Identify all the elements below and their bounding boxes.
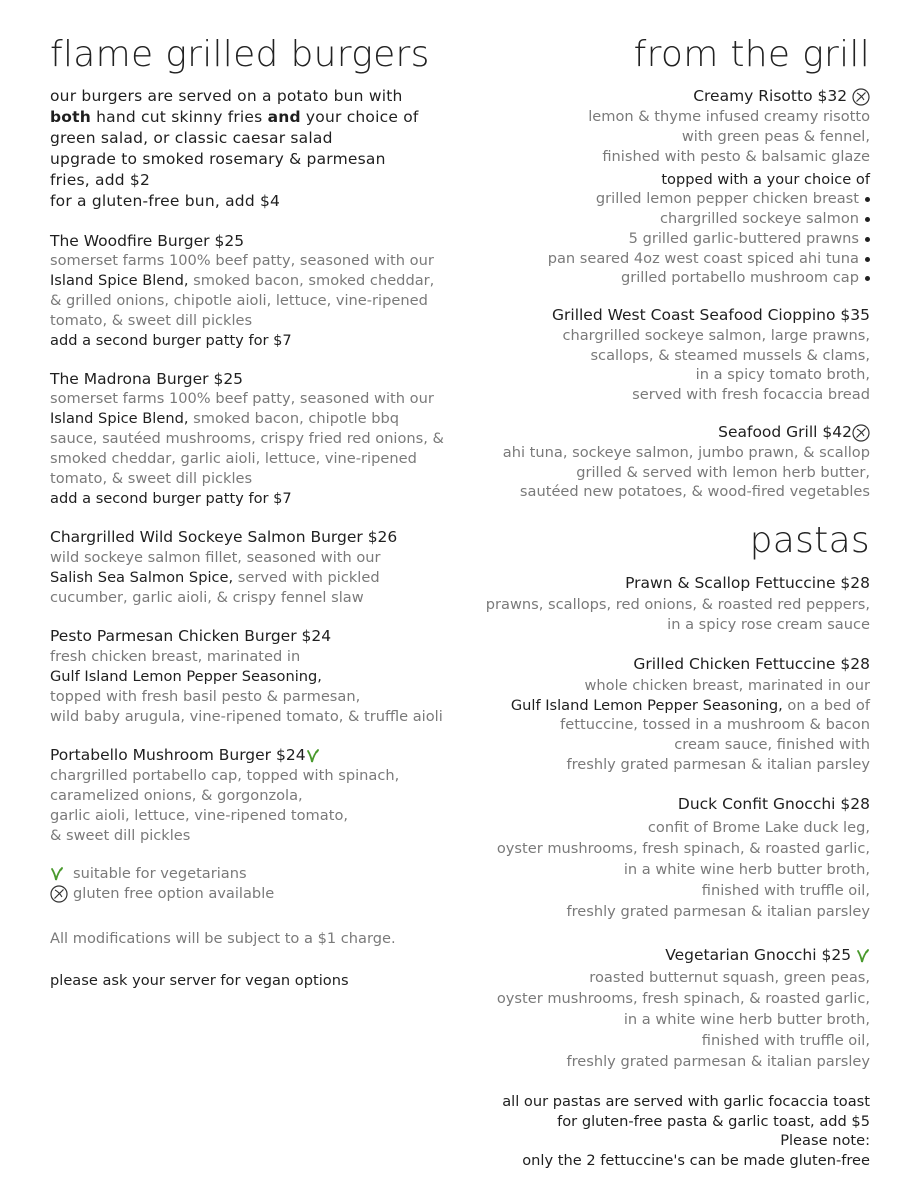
menu-item-title: Duck Confit Gnocchi $28: [677, 795, 870, 813]
menu-item-title: Chargrilled Wild Sockeye Salmon Burger $26: [50, 528, 398, 546]
legend-gluten-free: gluten free option available: [50, 884, 274, 904]
menu-item-description: freshly grated parmesan & italian parsley: [566, 903, 870, 920]
menu-item-description: sauce, sautéed mushrooms, crispy fried red onions, &: [50, 430, 444, 447]
gluten-free-icon: [852, 424, 870, 442]
menu-item-description: freshly grated parmesan & italian parsley: [566, 756, 870, 773]
bullet-icon: [865, 276, 870, 281]
menu-item-title: Portabello Mushroom Burger $24: [50, 745, 320, 765]
choice-header: topped with a your choice of: [661, 171, 870, 188]
menu-item-title: Vegetarian Gnocchi $25: [665, 945, 870, 965]
choice-item: 5 grilled garlic-buttered prawns: [629, 229, 870, 249]
burgers-intro-line: for a gluten-free bun, add $4: [50, 192, 281, 210]
menu-item-title: Seafood Grill $42: [718, 422, 870, 442]
menu-item-description: chargrilled portabello cap, topped with spinach,: [50, 767, 400, 784]
choice-item: chargrilled sockeye salmon: [660, 209, 870, 229]
vegetarian-leaf-icon: [856, 948, 870, 964]
menu-item-description: roasted butternut squash, green peas,: [589, 969, 870, 986]
menu-item-description: lemon & thyme infused creamy risotto: [588, 108, 870, 125]
burgers-intro-line: our burgers are served on a potato bun with: [50, 87, 403, 105]
menu-item-description: caramelized onions, & gorgonzola,: [50, 787, 303, 804]
menu-item-description: wild sockeye salmon fillet, seasoned with our: [50, 549, 381, 566]
menu-item-description: cucumber, garlic aioli, & crispy fennel slaw: [50, 589, 364, 606]
menu-item-title: Creamy Risotto $32: [693, 86, 870, 106]
menu-item-title: Grilled West Coast Seafood Cioppino $35: [552, 306, 870, 324]
menu-item-description: scallops, & steamed mussels & clams,: [590, 347, 870, 364]
menu-item-title: The Madrona Burger $25: [50, 370, 244, 388]
grill-heading: from the grill: [633, 34, 870, 75]
menu-item-description: finished with pesto & balsamic glaze: [602, 148, 870, 165]
pasta-footer-note: only the 2 fettuccine's can be made gluten-free: [522, 1152, 870, 1169]
menu-item-description: Island Spice Blend, smoked bacon, chipotle bbq: [50, 410, 400, 427]
menu-item-addon: add a second burger patty for $7: [50, 332, 292, 349]
menu-item-description: somerset farms 100% beef patty, seasoned with our: [50, 390, 434, 407]
menu-item-title: Pesto Parmesan Chicken Burger $24: [50, 627, 332, 645]
menu-item-description: ahi tuna, sockeye salmon, jumbo prawn, & scallop: [502, 444, 870, 461]
bullet-icon: [865, 197, 870, 202]
menu-item-description: in a spicy tomato broth,: [695, 366, 870, 383]
menu-item-description: wild baby arugula, vine-ripened tomato, & truffle aioli: [50, 708, 443, 725]
menu-item-description: garlic aioli, lettuce, vine-ripened tomato,: [50, 807, 349, 824]
burgers-intro-line: fries, add $2: [50, 171, 151, 189]
menu-item-description: freshly grated parmesan & italian parsley: [566, 1053, 870, 1070]
pasta-footer-note: all our pastas are served with garlic focaccia toast: [502, 1093, 870, 1110]
choice-item: pan seared 4oz west coast spiced ahi tuna: [548, 249, 870, 269]
burgers-intro-line: green salad, or classic caesar salad: [50, 129, 333, 147]
menu-item-description: tomato, & sweet dill pickles: [50, 312, 253, 329]
vegan-note: please ask your server for vegan options: [50, 972, 349, 989]
menu-item-description: Gulf Island Lemon Pepper Seasoning, on a bed of: [510, 697, 870, 714]
menu-item-description: somerset farms 100% beef patty, seasoned with our: [50, 252, 434, 269]
menu-item-description: oyster mushrooms, fresh spinach, & roasted garlic,: [496, 840, 870, 857]
menu-item-description: Salish Sea Salmon Spice, served with pickled: [50, 569, 380, 586]
burgers-intro-line: upgrade to smoked rosemary & parmesan: [50, 150, 386, 168]
menu-item-addon: add a second burger patty for $7: [50, 490, 292, 507]
choice-item: grilled lemon pepper chicken breast: [596, 189, 870, 209]
menu-item-description: cream sauce, finished with: [674, 736, 870, 753]
menu-item-description: whole chicken breast, marinated in our: [584, 677, 870, 694]
pasta-footer-note: for gluten-free pasta & garlic toast, add $5: [557, 1113, 870, 1130]
vegetarian-leaf-icon: [306, 748, 320, 764]
bullet-icon: [865, 217, 870, 222]
menu-item-description: chargrilled sockeye salmon, large prawns,: [562, 327, 870, 344]
menu-item-description: Island Spice Blend, smoked bacon, smoked cheddar,: [50, 272, 435, 289]
menu-item-description: prawns, scallops, red onions, & roasted red peppers,: [485, 596, 870, 613]
menu-item-description: with green peas & fennel,: [681, 128, 870, 145]
menu-item-description: smoked cheddar, garlic aioli, lettuce, vine-ripened: [50, 450, 417, 467]
menu-item-description: & sweet dill pickles: [50, 827, 191, 844]
menu-item-title: Prawn & Scallop Fettuccine $28: [625, 574, 870, 592]
menu-item-description: tomato, & sweet dill pickles: [50, 470, 253, 487]
menu-item-description: confit of Brome Lake duck leg,: [647, 819, 870, 836]
gluten-free-icon: [50, 885, 68, 903]
pastas-heading: pastas: [749, 520, 870, 561]
gluten-free-icon: [852, 88, 870, 106]
bullet-icon: [865, 237, 870, 242]
menu-item-description: finished with truffle oil,: [701, 1032, 870, 1049]
menu-item-description: finished with truffle oil,: [701, 882, 870, 899]
menu-item-description: sautéed new potatoes, & wood-fired vegetables: [519, 483, 870, 500]
menu-item-description: topped with fresh basil pesto & parmesan,: [50, 688, 361, 705]
modification-note: All modifications will be subject to a $1 charge.: [50, 930, 396, 947]
menu-item-title: The Woodfire Burger $25: [50, 232, 245, 250]
menu-item-title: Grilled Chicken Fettuccine $28: [633, 655, 870, 673]
burgers-heading: flame grilled burgers: [50, 34, 430, 75]
menu-item-description: oyster mushrooms, fresh spinach, & roasted garlic,: [496, 990, 870, 1007]
menu-item-description: fettuccine, tossed in a mushroom & bacon: [560, 716, 870, 733]
pasta-footer-note: Please note:: [780, 1132, 870, 1149]
menu-item-description: grilled & served with lemon herb butter,: [576, 464, 870, 481]
menu-item-description: & grilled onions, chipotle aioli, lettuce, vine-ripened: [50, 292, 428, 309]
menu-item-description: in a spicy rose cream sauce: [667, 616, 870, 633]
choice-item: grilled portabello mushroom cap: [621, 268, 870, 288]
bullet-icon: [865, 257, 870, 262]
menu-item-description: Gulf Island Lemon Pepper Seasoning,: [50, 668, 322, 685]
menu-item-description: fresh chicken breast, marinated in: [50, 648, 301, 665]
menu-item-description: in a white wine herb butter broth,: [623, 861, 870, 878]
menu-item-description: in a white wine herb butter broth,: [623, 1011, 870, 1028]
menu-item-description: served with fresh focaccia bread: [632, 386, 870, 403]
burgers-intro-line: both hand cut skinny fries and your choice of: [50, 108, 419, 126]
vegetarian-leaf-icon: [50, 866, 64, 882]
legend-vegetarian: suitable for vegetarians: [50, 864, 247, 884]
